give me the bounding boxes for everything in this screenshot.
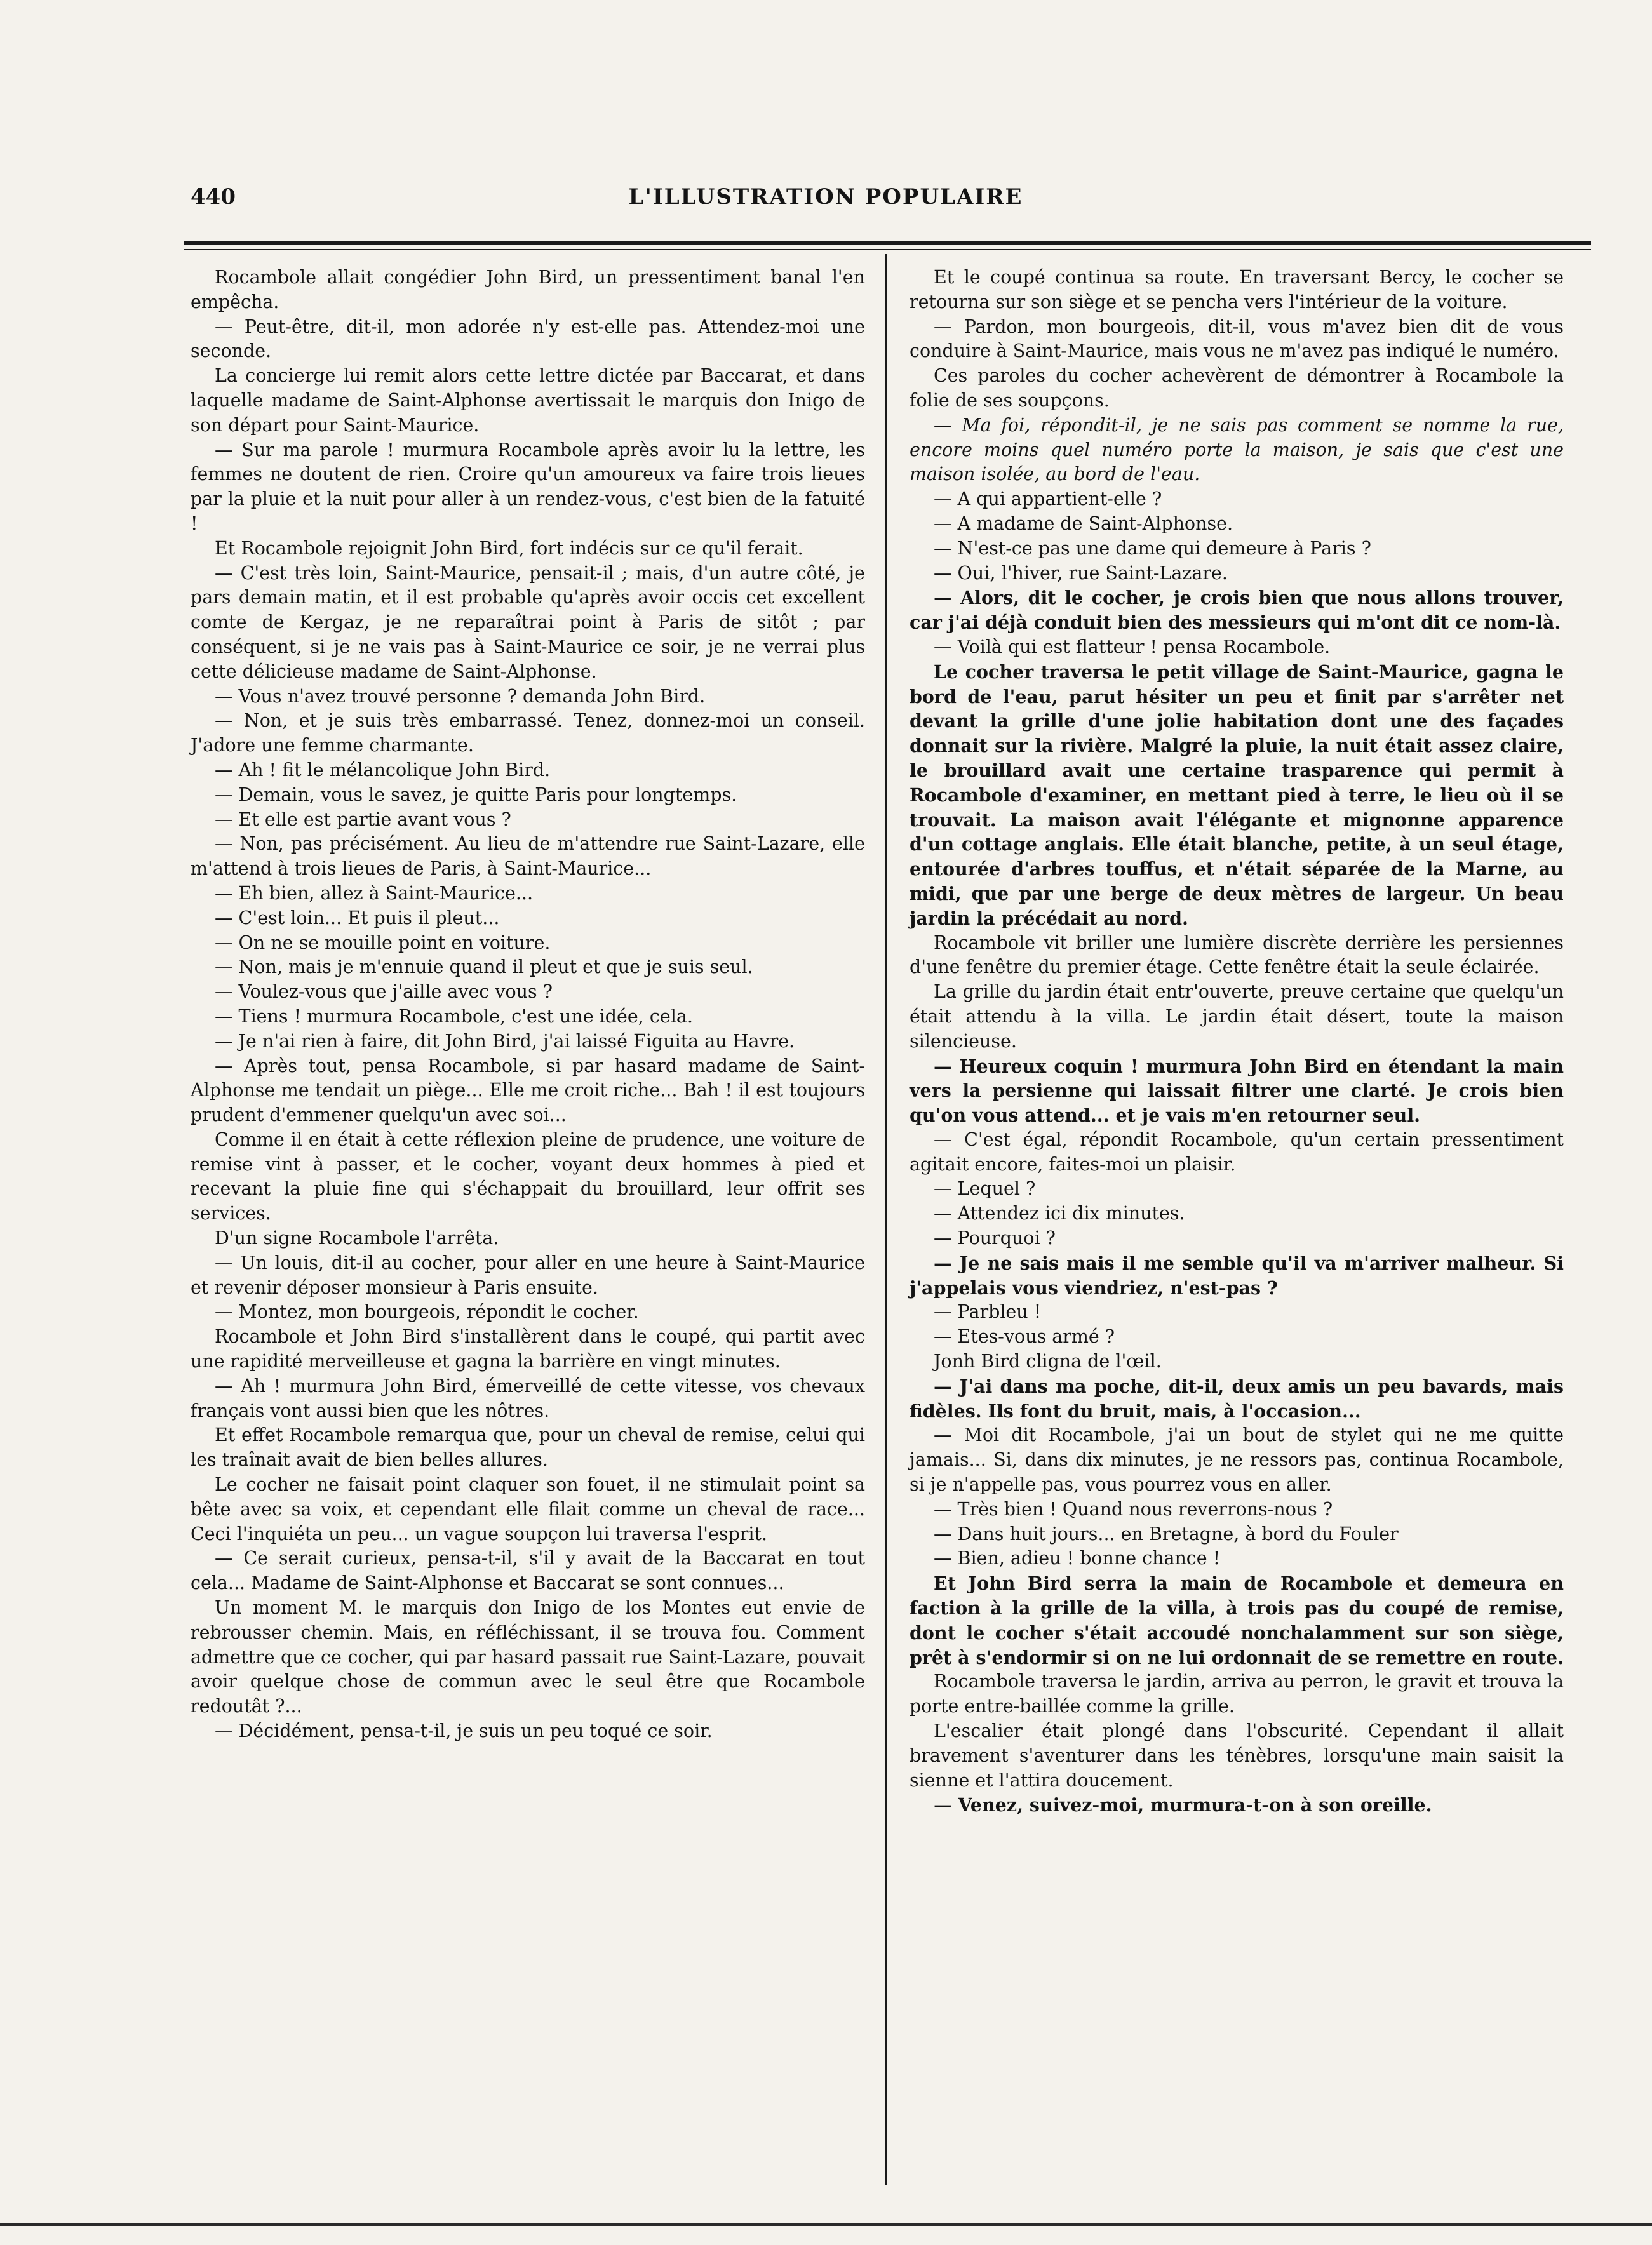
paragraph: — A madame de Saint-Alphonse. xyxy=(934,513,1233,534)
paragraph: — Attendez ici dix minutes. xyxy=(934,1203,1185,1224)
paragraph: — Je n'ai rien à faire, dit John Bird, j'ai laissé Figuita au Havre. xyxy=(215,1030,795,1052)
paragraph: — Montez, mon bourgeois, répondit le cocher. xyxy=(215,1301,639,1323)
paragraph: Le cocher ne faisait point claquer son fouet, il ne stimulait point sa bête avec sa voix, et cependant elle filait comme un cheval de race... Ceci l'inquiéta un peu... un vague soupçon lui traversa l'esprit. xyxy=(191,1474,865,1545)
paragraph: — Alors, dit le cocher, je crois bien que nous allons trouver, car j'ai déjà conduit bien des messieurs qui m'ont dit ce nom-là. xyxy=(910,587,1564,634)
paragraph: — Non, et je suis très embarrassé. Tenez, donnez-moi un conseil. J'adore une femme charmante. xyxy=(191,710,865,756)
paragraph: — Peut-être, dit-il, mon adorée n'y est-elle pas. Attendez-moi une seconde. xyxy=(191,316,865,362)
paragraph: — Pourquoi ? xyxy=(934,1228,1056,1249)
paragraph: — Etes-vous armé ? xyxy=(934,1326,1115,1348)
paragraph: — C'est égal, répondit Rocambole, qu'un certain pressentiment agitait encore, faites-moi un plaisir. xyxy=(910,1129,1564,1175)
paragraph: — Eh bien, allez à Saint-Maurice... xyxy=(215,882,534,904)
bottom-rule xyxy=(0,2223,1652,2226)
paragraph: — Demain, vous le savez, je quitte Paris pour longtemps. xyxy=(215,784,737,805)
paragraph: — Tiens ! murmura Rocambole, c'est une idée, cela. xyxy=(215,1005,693,1027)
paragraph: — Lequel ? xyxy=(934,1178,1036,1200)
paragraph: Un moment M. le marquis don Inigo de los Montes eut envie de rebrousser chemin. Mais, en réfléchissant, il se trouva fou. Comment admettre que ce cocher, qui par hasard passait rue Saint-Lazare, pouvait avoir quelque chose de commun avec le seul être que Rocambole redoutât ?... xyxy=(191,1597,865,1717)
paragraph: — Heureux coquin ! murmura John Bird en étendant la main vers la persienne qui laissait filtrer une clarté. Je crois bien qu'on vous attend... et je vais m'en retourner seul. xyxy=(910,1055,1564,1127)
paragraph: Rocambole traversa le jardin, arriva au perron, le gravit et trouva la porte entre-baillée comme la grille. xyxy=(910,1671,1564,1717)
paragraph: — Ah ! murmura John Bird, émerveillé de cette vitesse, vos chevaux français vont aussi bien que les nôtres. xyxy=(191,1375,865,1421)
paragraph: — Non, pas précisément. Au lieu de m'attendre rue Saint-Lazare, elle m'attend à trois lieues de Paris, à Saint-Maurice... xyxy=(191,833,865,880)
running-title: L'ILLUSTRATION POPULAIRE xyxy=(628,184,1023,210)
paragraph: Ces paroles du cocher achevèrent de démontrer à Rocambole la folie de ses soupçons. xyxy=(910,365,1564,411)
paragraph: D'un signe Rocambole l'arrêta. xyxy=(215,1228,499,1249)
header-rule-thick xyxy=(184,241,1591,245)
paragraph: — Un louis, dit-il au cocher, pour aller en une heure à Saint-Maurice et revenir déposer monsieur à Paris ensuite. xyxy=(191,1252,865,1298)
paragraph: — Dans huit jours... en Bretagne, à bord du Fouler xyxy=(934,1523,1399,1545)
page-header xyxy=(191,184,1461,216)
paragraph: — Voulez-vous que j'aille avec vous ? xyxy=(215,981,553,1003)
paragraph: — Et elle est partie avant vous ? xyxy=(215,808,511,830)
paragraph: — On ne se mouille point en voiture. xyxy=(215,932,551,953)
paragraph: — J'ai dans ma poche, dit-il, deux amis un peu bavards, mais fidèles. Ils font du bruit, mais, à l'occasion... xyxy=(910,1375,1564,1422)
paragraph: Comme il en était à cette réflexion pleine de prudence, une voiture de remise vint à passer, et le cocher, voyant deux hommes à pied et recevant la pluie fine qui s'échappait du brouillard, leur offrit ses services. xyxy=(191,1129,865,1224)
paragraph: — Pardon, mon bourgeois, dit-il, vous m'avez bien dit de vous conduire à Saint-Maurice, mais vous ne m'avez pas indiqué le numéro. xyxy=(910,316,1564,362)
paragraph: — Voilà qui est flatteur ! pensa Rocambole. xyxy=(934,636,1331,657)
paragraph: — Je ne sais mais il me semble qu'il va m'arriver malheur. Si j'appelais vous viendriez, n'est-pas ? xyxy=(910,1252,1564,1299)
paragraph: Rocambole vit briller une lumière discrète derrière les persiennes d'une fenêtre du premier étage. Cette fenêtre était la seule éclairée. xyxy=(910,932,1564,978)
paragraph: — C'est très loin, Saint-Maurice, pensait-il ; mais, d'un autre côté, je pars demain matin, et il est probable qu'après avoir occis cet excellent comte de Kergaz, je ne reparaîtrai point à Paris de sitôt ; par conséquent, si je ne vais pas à Saint-Maurice ce soir, je ne verrai plus cette délicieuse madame de Saint-Alphonse. xyxy=(191,562,865,682)
paragraph: La grille du jardin était entr'ouverte, preuve certaine que quelqu'un était attendu à la villa. Le jardin était désert, toute la maison silencieuse. xyxy=(910,981,1564,1052)
paragraph: — Ah ! fit le mélancolique John Bird. xyxy=(215,759,551,781)
paragraph: — Sur ma parole ! murmura Rocambole après avoir lu la lettre, les femmes ne doutent de rien. Croire qu'un amoureux va faire trois lieues par la pluie et la nuit pour aller à un rendez-vous, c'est bien de la fatuité ! xyxy=(191,439,865,534)
paragraph: — Vous n'avez trouvé personne ? demanda John Bird. xyxy=(215,685,706,707)
paragraph: — N'est-ce pas une dame qui demeure à Paris ? xyxy=(934,537,1371,559)
paragraph: — Oui, l'hiver, rue Saint-Lazare. xyxy=(934,562,1228,584)
paragraph: Le cocher traversa le petit village de Saint-Maurice, gagna le bord de l'eau, parut hésiter un peu et finit par s'arrêter net devant la grille d'une jolie habitation dont une des façades donnait sur la rivière. Malgré la pluie, la nuit était assez claire, le brouillard avait une certaine trasparence qui permit à Rocambole d'examiner, en mettant pied à terre, le lieu où il se trouvait. La maison avait l'élégante et mignonne apparence d'un cottage anglais. Elle était blanche, petite, à un seul étage, entourée d'arbres touffus, et n'était séparée de la Marne, au midi, que par une berge de deux mètres de largeur. Un beau jardin la précédait au nord. xyxy=(910,660,1564,929)
paragraph: La concierge lui remit alors cette lettre dictée par Baccarat, et dans laquelle madame de Saint-Alphonse avertissait le marquis don Inigo de son départ pour Saint-Maurice. xyxy=(191,365,865,436)
paragraph: — Non, mais je m'ennuie quand il pleut et que je suis seul. xyxy=(215,956,753,978)
paragraph: Et effet Rocambole remarqua que, pour un cheval de remise, celui qui les traînait avait de bien belles allures. xyxy=(191,1424,865,1471)
paragraph: — C'est loin... Et puis il pleut... xyxy=(215,907,500,928)
paragraph: — Moi dit Rocambole, j'ai un bout de stylet qui ne me quitte jamais... Si, dans dix minutes, je ne ressors pas, continua Rocambole, si je n'appelle pas, vous pourrez vous en aller. xyxy=(910,1424,1564,1496)
paragraph: — Ma foi, répondit-il, je ne sais pas comment se nomme la rue, encore moins quel numéro porte la maison, je sais que c'est une maison isolée, au bord de l'eau. xyxy=(910,414,1564,485)
page-number: 440 xyxy=(191,184,236,210)
paragraph: Et John Bird serra la main de Rocambole et demeura en faction à la grille de la villa, à trois pas du coupé de remise, dont le cocher s'était accoudé nonchalamment sur son siège, prêt à s'endormir si on ne lui ordonnait de se remettre en route. xyxy=(910,1572,1564,1668)
paragraph: Et le coupé continua sa route. En traversant Bercy, le cocher se retourna sur son siège et se pencha vers l'intérieur de la voiture. xyxy=(910,267,1564,312)
paragraph: L'escalier était plongé dans l'obscurité. Cependant il allait bravement s'aventurer dans les ténèbres, lorsqu'une main saisit la sienne et l'attira doucement. xyxy=(910,1720,1564,1791)
paragraph: — Ce serait curieux, pensa-t-il, s'il y avait de la Baccarat en tout cela... Madame de Saint-Alphonse et Baccarat se sont connues... xyxy=(191,1548,865,1594)
paragraph: — Décidément, pensa-t-il, je suis un peu toqué ce soir. xyxy=(215,1720,713,1742)
paragraph: Et Rocambole rejoignit John Bird, fort indécis sur ce qu'il ferait. xyxy=(215,537,803,559)
paragraph: — Après tout, pensa Rocambole, si par hasard madame de Saint-Alphonse me tendait un piège... Elle me croit riche... Bah ! il est toujours prudent d'emmener quelqu'un avec soi... xyxy=(191,1055,865,1126)
paragraph: Jonh Bird cligna de l'œil. xyxy=(934,1351,1162,1372)
column-divider xyxy=(885,254,887,2185)
paragraph: — Parbleu ! xyxy=(934,1301,1042,1323)
paragraph: Rocambole allait congédier John Bird, un pressentiment banal l'en empêcha. xyxy=(191,267,865,312)
header-rule-thin xyxy=(184,249,1591,250)
paragraph: — A qui appartient-elle ? xyxy=(934,488,1162,510)
paragraph: Rocambole et John Bird s'installèrent dans le coupé, qui partit avec une rapidité merveilleuse et gagna la barrière en vingt minutes. xyxy=(191,1326,865,1372)
paragraph: — Très bien ! Quand nous reverrons-nous ? xyxy=(934,1498,1333,1520)
right-column xyxy=(910,265,1564,1818)
left-column xyxy=(191,265,865,1744)
paragraph: — Venez, suivez-moi, murmura-t-on à son oreille. xyxy=(934,1794,1432,1816)
paragraph: — Bien, adieu ! bonne chance ! xyxy=(934,1548,1221,1569)
